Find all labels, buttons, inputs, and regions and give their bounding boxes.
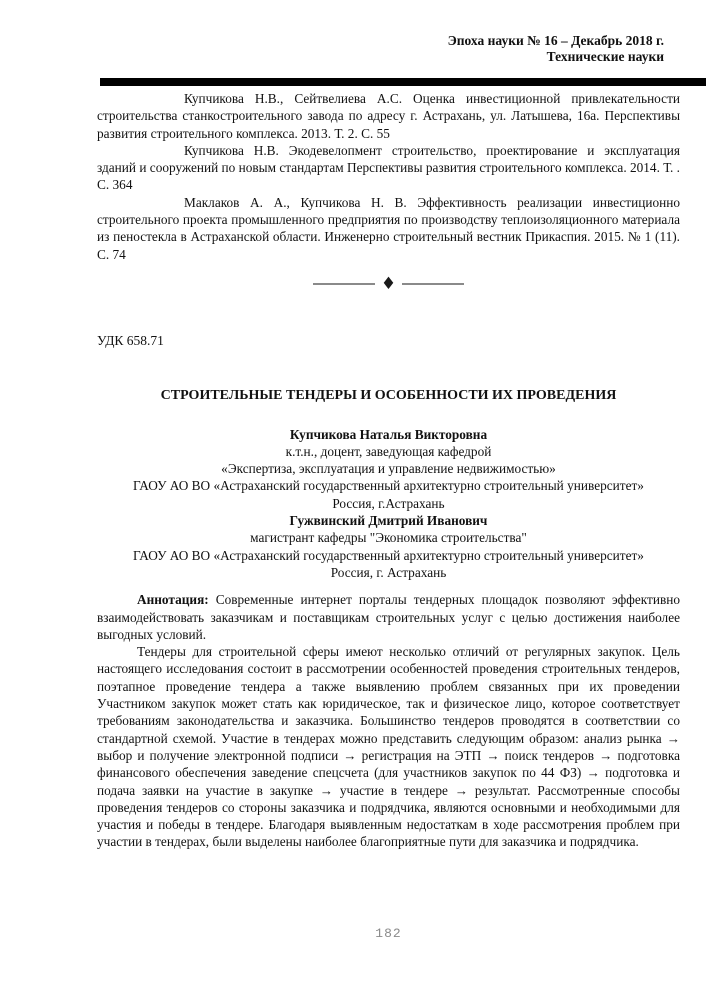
author-affiliation-line: Россия, г.Астрахань [332,495,445,511]
divider-line-right [402,283,464,285]
authors-block [97,426,680,582]
udk-code: УДК 658.71 [97,332,164,348]
author-affiliation-line: к.т.н., доцент, заведующая кафедрой [285,443,492,459]
author-name: Купчикова Наталья Викторовна [289,426,488,442]
section-divider [97,273,680,294]
abstract-text: Современные интернет порталы тендерных площадок позволяют эффективно взаимодействовать заказчикам и поставщикам строительных услуг с целью достижения наиболее выгодных условий. [97,592,680,642]
journal-section-line: Технические науки [546,49,664,64]
author-affiliation-line: ГАОУ АО ВО «Астраханский государственный архитектурно строительный университет» [133,547,644,563]
author-affiliation-line: магистрант кафедры "Экономика строительства" [250,530,527,546]
divider-line-left [313,283,375,285]
author-affiliation-line: «Экспертиза, эксплуатация и управление недвижимостью» [221,461,556,477]
references-list [97,90,680,263]
author-name: Гужвинский Дмитрий Иванович [289,513,488,529]
reference-item: Купчикова Н.В., Сейтвелиева А.С. Оценка инвестиционной привлекательности строительства станкостроительного завода по адресу г. Астрахань, ул. Латышева, 16а. Перспективы развития строительного комплекса. 2013. Т. 2. С. 55 [97,91,680,141]
page-content [97,90,680,851]
reference-item: Купчикова Н.В. Экодевелопмент строительство, проектирование и эксплуатация зданий и сооружений по новым стандартам Перспективы развития строительного комплекса. 2014. Т. . С. 364 [97,142,680,193]
page-number: 182 [375,926,402,941]
diamond-icon: ♦ [380,273,397,294]
author-affiliation-line: Россия, г. Астрахань [330,564,447,580]
page-header [0,0,709,65]
article-text [97,591,680,850]
body-paragraph: Тендеры для строительной сферы имеют несколько отличий от регулярных закупок. Цель настоящего исследования состоит в рассмотрении особенностей проведения строительных тендеров, поэтапное проведение тендера а также выявлению проблем связанных при их проведении Участником закупок может стать как юридическое, так и физическое лицо, которое соответствует требованиям законодательства и заказчика. Большинство тендеров проводятся в соответствии со стандартной схемой. Участие в тендерах можно представить следующим образом: анализ рынка → выбор и получение электронной подписи → регистрация на ЭТП → поиск тендеров → подготовка финансового обеспечения заведение спецсчета (для участников закупок по 44 ФЗ) → подготовка и подача заявки на участие в закупке → участие в тендере → результат. Рассмотренные способы проведения тендеров со стороны заказчика и подрядчика, являются основными и необходимыми для участия и победы в тендере. Благодаря выявленным недостаткам в ходе рассмотрения проблем при участии в тендерах, были выделены наиболее благоприятные пути для заказчика и подрядчика. [97,644,680,850]
journal-issue-line: Эпоха науки № 16 – Декабрь 2018 г. [447,33,664,48]
header-rule [100,78,706,86]
reference-item: Маклаков А. А., Купчикова Н. В. Эффективность реализации инвестиционно строительного проекта промышленного предприятия по производству теплоизоляционного материала из пеностекла в Астраханской области. Инженерно строительный вестник Прикаспия. 2015. № 1 (11). С. 74 [97,194,680,262]
abstract-label: Аннотация: [137,592,209,608]
abstract-paragraph [97,591,680,643]
author-affiliation-line: ГАОУ АО ВО «Астраханский государственный архитектурно строительный университет» [133,478,644,494]
paper-title: СТРОИТЕЛЬНЫЕ ТЕНДЕРЫ И ОСОБЕННОСТИ ИХ ПРОВЕДЕНИЯ [160,388,617,404]
